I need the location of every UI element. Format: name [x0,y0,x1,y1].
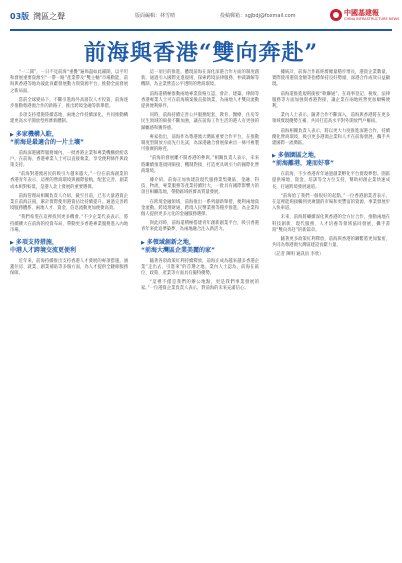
paragraph: 據介紹，前海正加快建設現代服務業集聚區，金融、科技、物流、專業服務等產業持續壯大，一批具有國際影響力的項目相繼落地，帶動區域經濟高質量發展。 [141,178,259,196]
paragraph: 前海還推進規則銜接“軟聯通”，在商事登記、稅收、法律服務等方面加強與香港對接，讓企業在兩地經營更加順暢便利。 [272,91,390,110]
subheading-3 [141,239,259,255]
paragraph: 專家指出，前海作為粵港澳大灣區重要合作平台，在推動制度型開放方面先行先試，為深港融合發展探索出一條可複製可推廣的路徑。 [141,134,259,153]
paragraph: 多項支持措施陸續落地，兩地合作持續深化，共同推動構建更高水平開放型經濟新體制。 [10,113,128,125]
subheading-1 [10,131,128,147]
paragraph: 前海管理局相關負責人介紹，截至目前，已有大量港資企業在前海註冊，累計實際使用港資佔比持續提升。通過完善跨境服務體系，兩地人才、資金、信息流動更加便捷高效。 [10,193,128,212]
paragraph: 據統計，前海合作區經濟總量穩步增長，港資企業數量、實際使用港資金額等指標保持良好勢頭，深港合作成效日益顯現。 [272,70,390,88]
subheading-line-2: “前海大灣區企業美麗的家” [141,246,215,254]
subheading-line-1: ▶ 多家機構入駐， [10,131,128,139]
paragraph: 當前全球變局下，不斷引進海外高層次人才投資，前海逐步推動粵港澳合作的新路子，推出跨境金融等新舉措。 [10,97,128,110]
subheading-2 [10,239,128,255]
article-column-2 [141,70,259,296]
subheading-4 [272,152,390,168]
subheading-line-2: “前海是最適合的一片土壤” [10,138,84,146]
subheading-line-2: “前海離港，達而好事” [272,160,334,168]
paragraph: 隨著更多政策紅利釋放，前海與香港的聯繫將更加緊密，共同為粵港澳大灣區建設貢獻力量。 [272,237,390,249]
logo-icon [330,9,342,21]
paragraph: 在跨境金融領域，前海推出一系列創新舉措，便利兩地資金流動。跨境理財通、跨境人民幣業務等穩步推進，為企業和個人提供更多元化的金融服務選擇。 [141,199,259,218]
editor-credit: 版面編輯：林雪晴 [135,13,176,19]
headline: 前海與香港“雙向奔赴” [83,40,319,66]
paragraph: “這裡不僅是我們的辦公地點，更是我們事業發展的家。”一位港資企業負責人表示，對前海的未來充滿信心。 [141,280,259,292]
section-name: 灣區之聲 [33,12,66,21]
paragraph: 前海深港國際服務城內，一批香港企業和專業機構紛紛落戶。在前海，香港專業人士可以直接執業，享受便利條件與政策支持。 [10,150,128,169]
paragraph: “前海的發展離不開香港的參與。”相關負責人表示，未來將繼續推進規則銜接、機制對接，打造更具吸引力的國際化營商環境。 [141,156,259,174]
paragraph: 近年來，前海持續推出支持香港人才發展的專項措施，涵蓋住房、就業、創業補貼等多個方面，為人才提供全鏈條服務保障。 [10,259,128,277]
page-number: 03版 [10,12,30,21]
paragraph: “我們希望在這裡找到更多機會。”不少企業代表表示，將持續擴大在前海的投資布局，帶動更多香港專業服務進入內地市場。 [10,215,128,233]
paragraph: 前海還積極推動兩地專業資格互認，會計、建築、律師等香港專業人士可在前海備案後直接執業，為兩地人才雙向流動提供便利條件。 [141,91,259,110]
paragraph: 這一項目的推進，體現前海在深化深港合作方面的制度創新。通過引入國際先進規則，探索跨境法律服務、仲裁調解等機制，為企業營造公平透明的營商環境。 [141,70,259,88]
paragraph: 未來，前海將繼續深化與香港的全方位合作，推動兩地在科技創新、現代服務、人才培養等領域協同發展，攜手書寫“雙向奔赴”的新篇章。 [272,215,390,233]
paragraph: 前海相關負責人表示，將以更大力度推進深港合作，持續優化營商環境，吸引更多港澳企業和人才在前海發展，攜手共建國際一流灣區。 [272,128,390,147]
logo-name: 中國基建報 [344,9,379,17]
paragraph: 業內人士表示，隨著合作不斷深入，前海與香港將在更多領域實現優勢互補，共同打造高水平對外開放門戶樞紐。 [272,113,390,125]
paragraph: “前海給了我們一個很好的起點。”一位香港創業者表示，在這裡能夠接觸到更廣闊的市場和更豐富的資源，事業發展步入快車道。 [272,193,390,212]
subheading-line-1: ▶ 多領域創新之地， [141,239,259,247]
subheading-line-1: ▶ 多個園區之地， [272,152,390,160]
contact-email: 投稿郵箱：sgjbdj@foxmail.com [220,13,296,19]
article-column-1 [10,70,128,281]
header-rule [10,29,392,31]
logo-subtitle: CHINA INFRASTRUCTURE NEWS [344,17,400,21]
paragraph: 同時，前海持續完善公共服務配套，教育、醫療、住房等民生領域的銜接不斷加強，讓在前海工作生活的港人有更強的歸屬感和獲得感。 [141,113,259,131]
paragraph: 與此同時，前海還積極搭建青年創新創業平台，吸引香港青年來此追夢築夢，為兩地融合注入新活力。 [141,221,259,233]
subheading-line-2: 中港人才跨境交流更便利 [10,247,77,255]
article-column-3 [272,70,390,259]
byline: （記者 陳明 通訊員 李欣） [272,252,324,258]
paragraph: “一二開”，一日不見前海“重疊”遍佈盡如此鋪開，以平坦和發展重要資源至“一帶一路”產業帶及“雙主軸”市場動能，前海與香港等地為彼此貢獻發展動力與資源平台，推動全面發展之新局面。 [10,70,128,94]
paragraph: “前海對港澳居民的吸引力越來越大。”一位在前海創業的香港青年表示，這裡的營商環境與國際接軌，配套完善，創業成本相對較低，是港人北上發展的重要選擇。 [10,172,128,190]
subheading-line-1: ▶ 多項支持措施， [10,239,128,247]
paragraph: 在前海，不少香港青年通過創業孵化平台實現夢想。園區提供場地、資金、培訓等全方位支持，幫助初創企業快速成長，打通跨境發展通道。 [272,172,390,190]
section-label [10,11,65,22]
newspaper-logo [330,6,400,26]
paragraph: 隨著各項政策紅利持續釋放，前海正成為越來越多香港企業“走出去、引進來”的首選之地。業內人士認為，前海在區位、政策、產業等方面具有獨特優勢。 [141,258,259,277]
page-header [10,6,400,28]
